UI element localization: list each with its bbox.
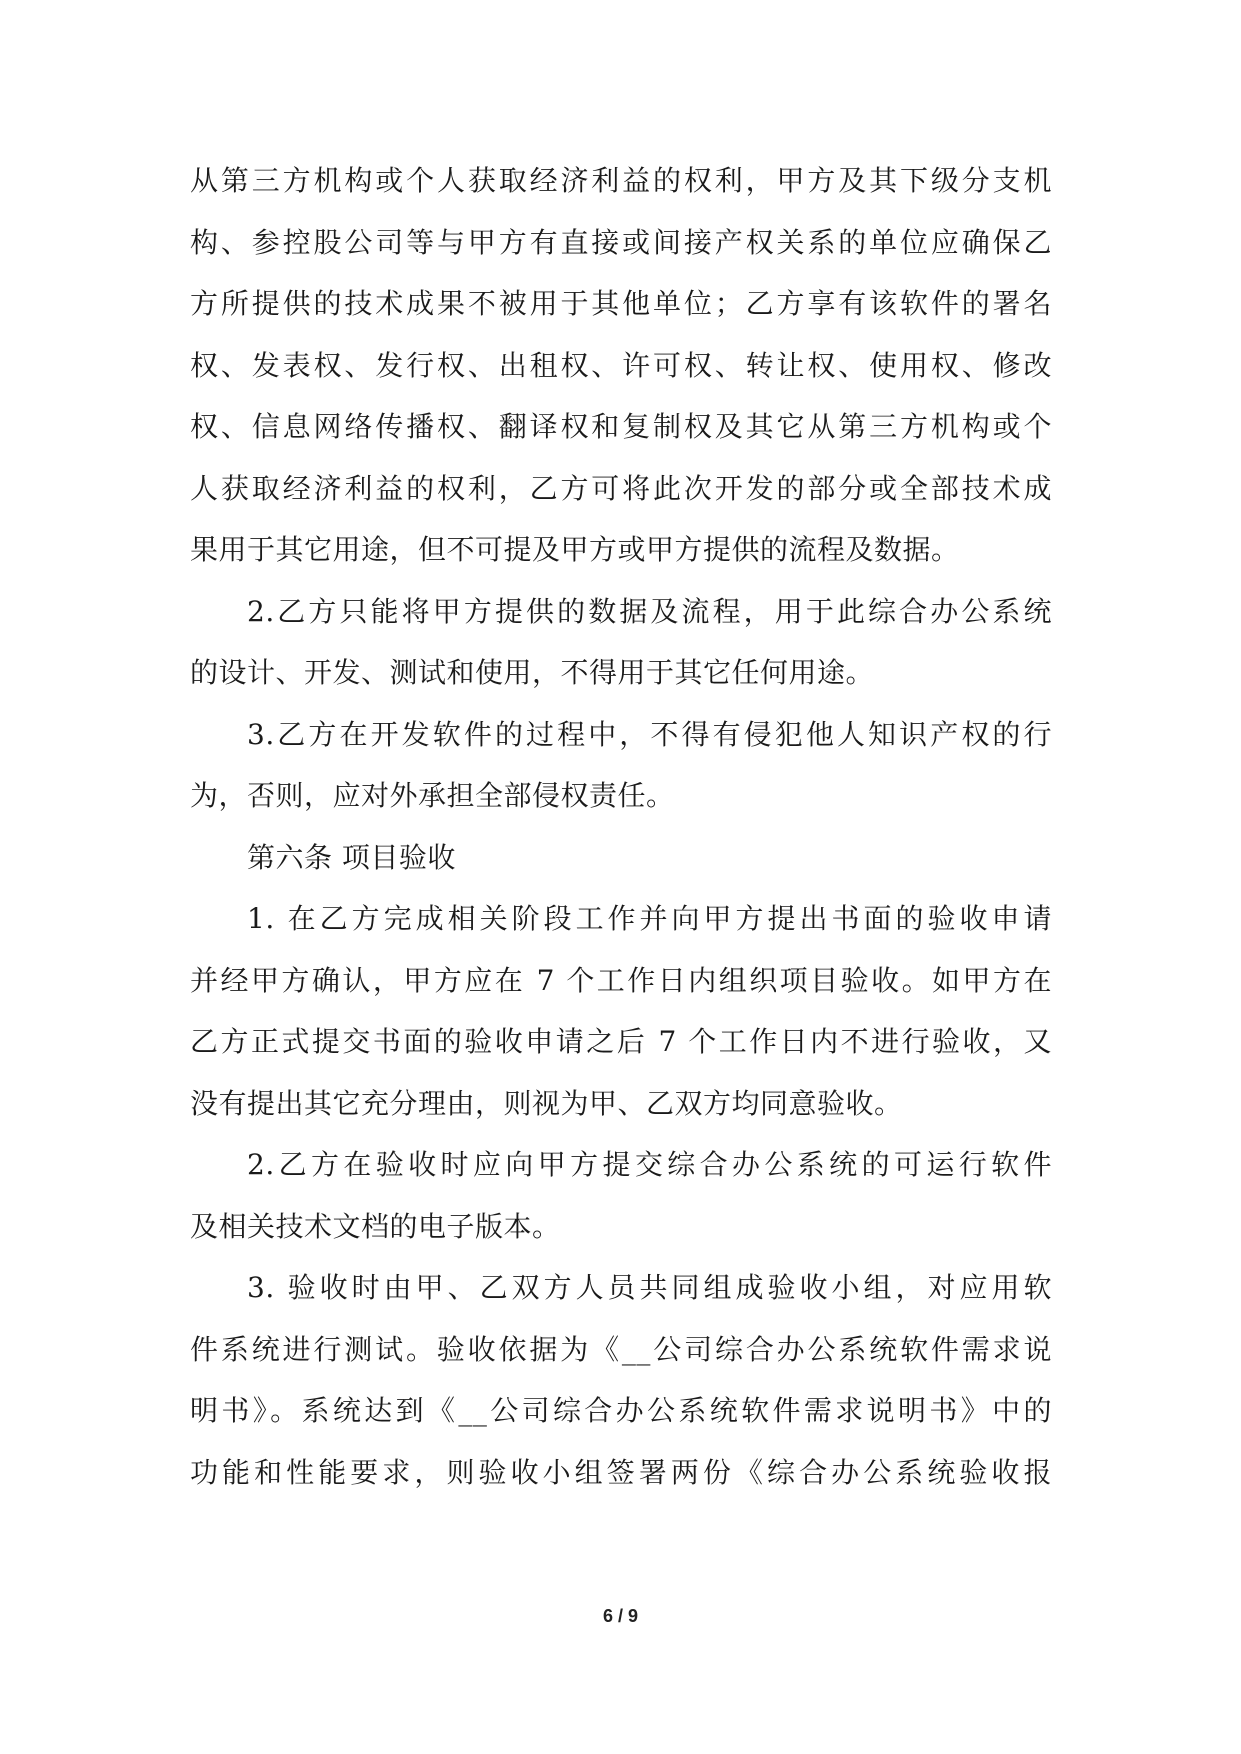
text-line: 并经甲方确认，甲方应在 7 个工作日内组织项目验收。如甲方在 (190, 963, 1052, 997)
text-line: 从第三方机构或个人获取经济利益的权利，甲方及其下级分支机 (190, 164, 1052, 197)
text-line: 功能和性能要求，则验收小组签署两份《综合办公系统验收报 (190, 1455, 1052, 1489)
text-line: 3.乙方在开发软件的过程中，不得有侵犯他人知识产权的行 (247, 717, 1052, 751)
text-line: 及相关技术文档的电子版本。 (190, 1209, 561, 1243)
document-body (190, 150, 1052, 1503)
text-line: 方所提供的技术成果不被用于其他单位；乙方享有该软件的署名 (190, 287, 1052, 320)
text-line: 构、参控股公司等与甲方有直接或间接产权关系的单位应确保乙 (190, 225, 1052, 259)
text-line: 为，否则，应对外承担全部侵权责任。 (190, 779, 675, 812)
text-line: 权、信息网络传播权、翻译权和复制权及其它从第三方机构或个 (190, 410, 1052, 443)
text-line: 件系统进行测试。验收依据为《__公司综合办公系统软件需求说 (190, 1332, 1052, 1366)
text-line: 2.乙方只能将甲方提供的数据及流程，用于此综合办公系统 (247, 594, 1052, 628)
text-line: 的设计、开发、测试和使用，不得用于其它任何用途。 (190, 656, 875, 689)
text-line: 人获取经济利益的权利，乙方可将此次开发的部分或全部技术成 (190, 471, 1052, 505)
text-line: 果用于其它用途，但不可提及甲方或甲方提供的流程及数据。 (190, 533, 960, 566)
text-line: 没有提出其它充分理由，则视为甲、乙双方均同意验收。 (190, 1086, 903, 1120)
text-line: 1. 在乙方完成相关阶段工作并向甲方提出书面的验收申请 (247, 902, 1052, 935)
text-line: 权、发表权、发行权、出租权、许可权、转让权、使用权、修改 (190, 348, 1052, 382)
text-line: 3. 验收时由甲、乙双方人员共同组成验收小组，对应用软 (247, 1271, 1052, 1304)
page-number: 6 / 9 (602, 1606, 639, 1626)
text-line: 2.乙方在验收时应向甲方提交综合办公系统的可运行软件 (247, 1148, 1052, 1181)
text-line: 明书》。系统达到《__公司综合办公系统软件需求说明书》中的 (190, 1394, 1052, 1427)
section-heading: 第六条 项目验收 (247, 840, 456, 874)
text-line: 乙方正式提交书面的验收申请之后 7 个工作日内不进行验收，又 (190, 1025, 1052, 1058)
